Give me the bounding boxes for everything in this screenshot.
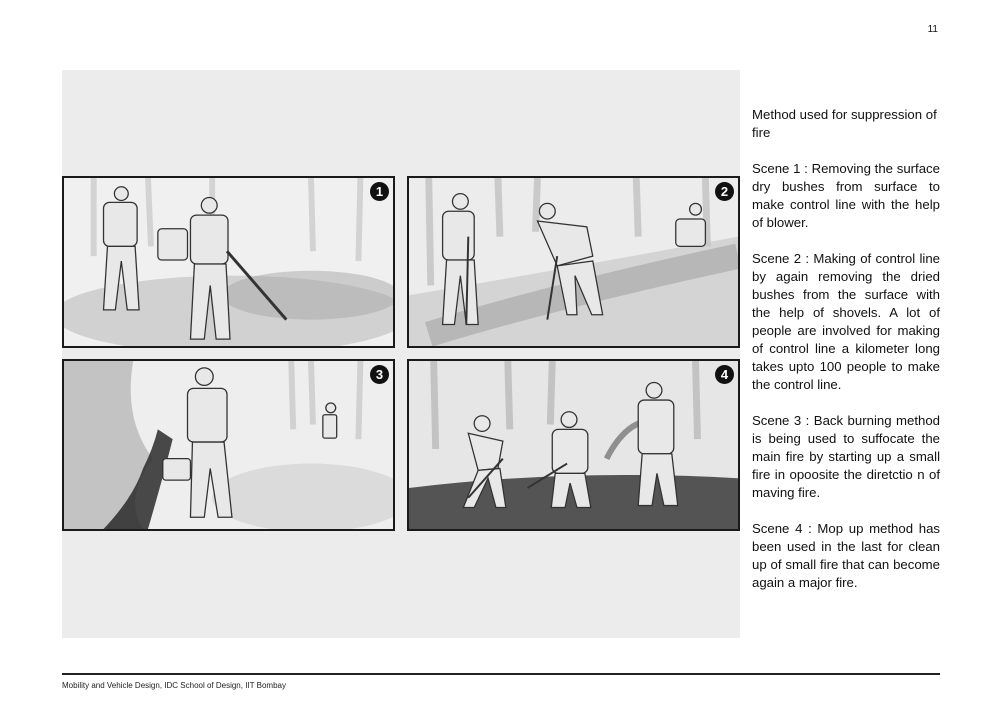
- description-column: [752, 106, 940, 610]
- scene-badge-1: 1: [370, 182, 389, 201]
- scene-4-description: Scene 4 : Mop up method has been used in the last for clean up of small fire that can become again a major fire.: [752, 521, 940, 590]
- scene-2-illustration: [409, 178, 738, 346]
- scene-2-description: Scene 2 : Making of control line by again removing the dried bushes from the surface with the help of shovels. A lot of people are involved for making of control line a kilometer long takes upto 100 people to make the control line.: [752, 251, 940, 392]
- scene-badge-4: 4: [715, 365, 734, 384]
- scene-badge-2: 2: [715, 182, 734, 201]
- footer-credit: Mobility and Vehicle Design, IDC School of Design, IIT Bombay: [62, 681, 286, 690]
- scene-4-illustration: [409, 361, 738, 529]
- storyboard-frame-3: [62, 359, 395, 531]
- scene-1-illustration: [64, 178, 393, 346]
- storyboard-frame-2: [407, 176, 740, 348]
- footer-divider: [62, 673, 940, 675]
- storyboard-frame-1: [62, 176, 395, 348]
- illustration-panel: [62, 70, 740, 638]
- scene-3-description: Scene 3 : Back burning method is being used to suffocate the main fire by starting up a small fire in opoosite the diretctio n of maving fire.: [752, 413, 940, 500]
- scene-badge-3: 3: [370, 365, 389, 384]
- page-number: 11: [927, 24, 938, 35]
- section-heading: Method used for suppression of fire: [752, 107, 937, 140]
- storyboard-frame-4: [407, 359, 740, 531]
- scene-3-illustration: [64, 361, 393, 529]
- scene-1-description: Scene 1 : Removing the surface dry bushes from surface to make control line with the help of blower.: [752, 161, 940, 230]
